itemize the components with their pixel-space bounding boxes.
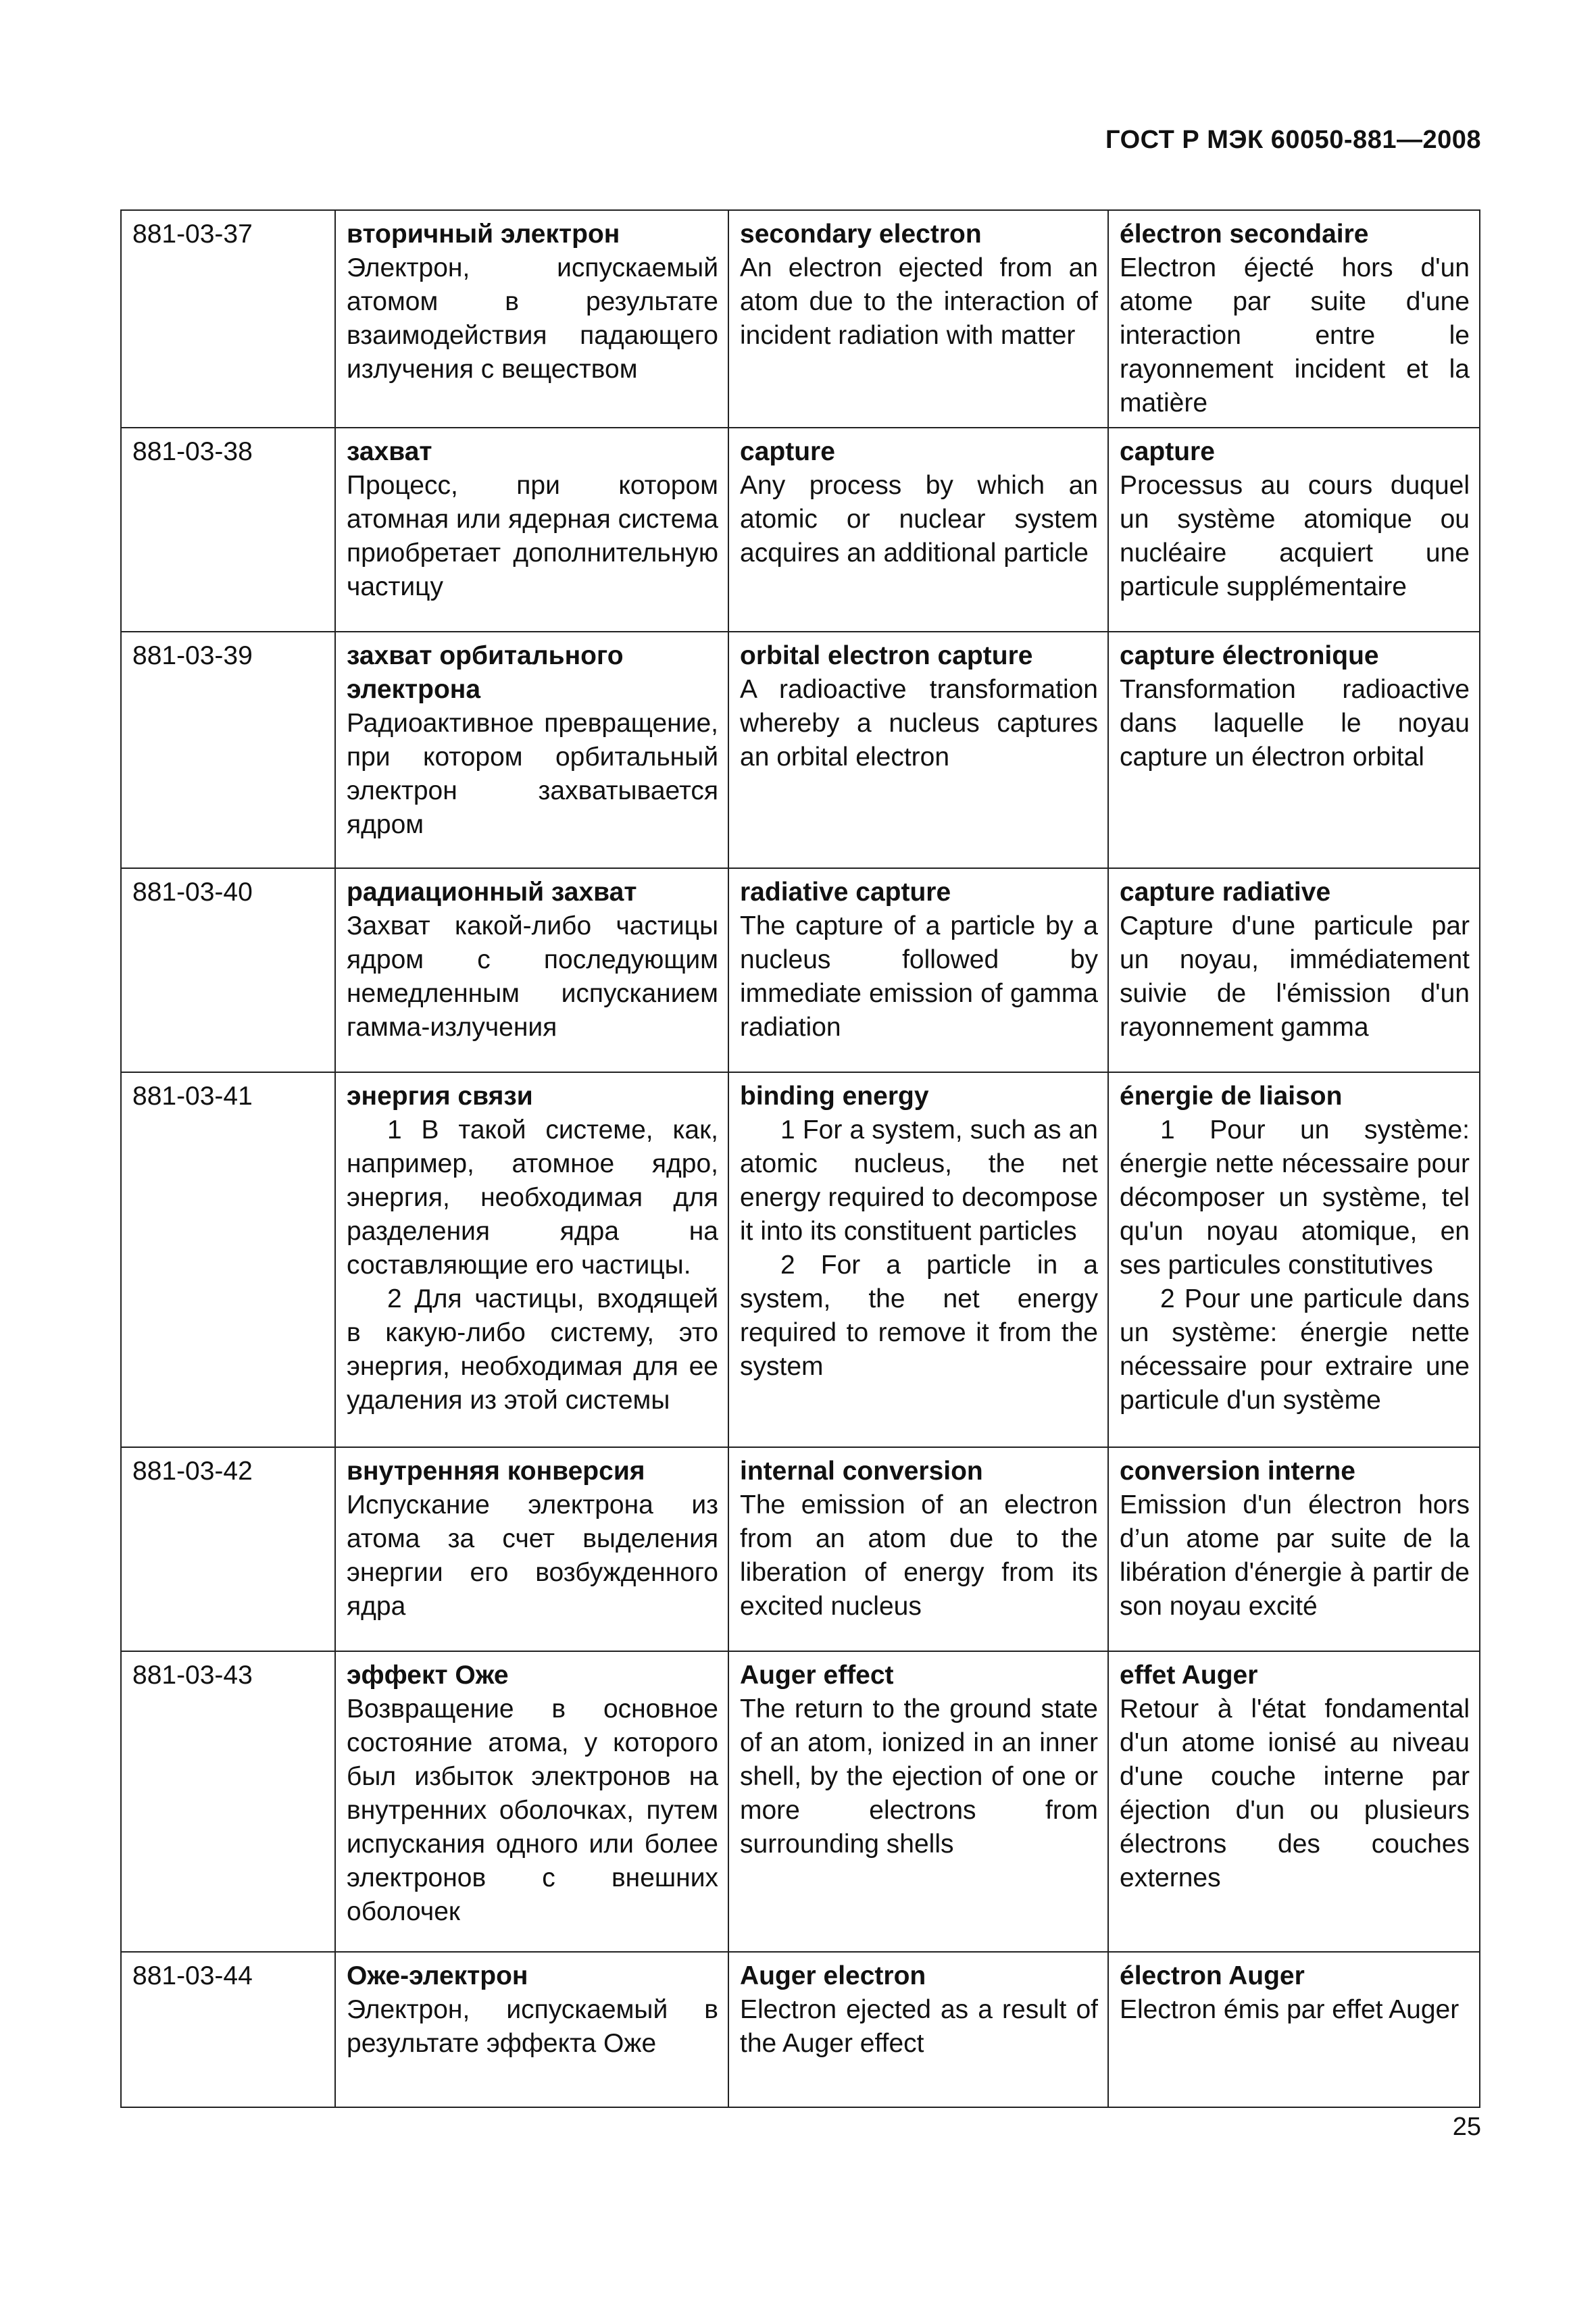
en-term: internal conversion	[740, 1457, 983, 1486]
fr-term: capture radiative	[1120, 878, 1331, 907]
fr-definition: Processus au cours duquel un système atomique ou nucléaire acquiert une particule supplémentaire	[1120, 471, 1470, 601]
en-term: Auger effect	[740, 1661, 894, 1690]
fr-definition: Capture d'une particule par un noyau, immédiatement suivie de l'émission d'un rayonnement gamma	[1120, 911, 1470, 1042]
fr-term: électron secondaire	[1120, 220, 1369, 249]
ru-definition: Радиоактивное превращение, при котором орбитальный электрон захватывается ядром	[347, 709, 718, 839]
fr-note-1: 1 Pour un système: énergie nette nécessaire pour décomposer un système, tel qu'un noyau atomique, en ses particules constitutives	[1120, 1115, 1470, 1280]
ru-definition: Возвращение в основное состояние атома, у которого был избыток электронов на внутренних оболочках, путем испускания одного или более электронов с внешних оболочек	[347, 1694, 718, 1926]
ru-term: радиационный захват	[347, 878, 637, 907]
ru-cell	[335, 210, 728, 428]
ru-term: Оже-электрон	[347, 1961, 528, 1990]
entry-id: 881-03-41	[121, 1072, 335, 1447]
en-term: orbital electron capture	[740, 641, 1033, 670]
en-definition: The emission of an electron from an atom due to the liberation of energy from its excited nucleus	[740, 1490, 1098, 1621]
en-cell	[728, 210, 1108, 428]
fr-cell	[1108, 632, 1480, 868]
standard-designation: ГОСТ Р МЭК 60050-881—2008	[1105, 126, 1481, 154]
entry-id: 881-03-44	[121, 1952, 335, 2107]
table-row	[121, 868, 1480, 1072]
fr-cell	[1108, 1072, 1480, 1447]
en-definition: The return to the ground state of an atom, ionized in an inner shell, by the ejection of one or more electrons from surrounding shells	[740, 1694, 1098, 1859]
fr-cell	[1108, 1447, 1480, 1651]
fr-term: capture électronique	[1120, 641, 1379, 670]
table-row	[121, 428, 1480, 632]
ru-term: эффект Оже	[347, 1661, 509, 1690]
en-cell	[728, 428, 1108, 632]
ru-definition: Электрон, испускаемый атомом в результате взаимодействия падающего излучения с веществом	[347, 253, 718, 384]
en-cell	[728, 1447, 1108, 1651]
entry-id: 881-03-38	[121, 428, 335, 632]
ru-cell	[335, 1651, 728, 1952]
en-definition: A radioactive transformation whereby a nucleus captures an orbital electron	[740, 675, 1098, 772]
fr-definition: Electron éjecté hors d'un atome par suite d'une interaction entre le rayonnement incident et la matière	[1120, 253, 1470, 418]
en-term: binding energy	[740, 1082, 929, 1111]
table-row	[121, 1447, 1480, 1651]
fr-definition: Emission d'un électron hors d’un atome par suite de la libération d'énergie à partir de son noyau excité	[1120, 1490, 1470, 1621]
terminology-table	[120, 209, 1480, 2108]
ru-term: внутренняя конверсия	[347, 1457, 645, 1486]
ru-term: вторичный электрон	[347, 220, 620, 249]
entry-id: 881-03-37	[121, 210, 335, 428]
ru-definition: Процесс, при котором атомная или ядерная система приобретает дополнительную частицу	[347, 471, 718, 601]
ru-term: захват орбитального электрона	[347, 641, 624, 704]
ru-cell	[335, 1072, 728, 1447]
ru-term: захват	[347, 437, 432, 466]
fr-definition: Transformation radioactive dans laquelle le noyau capture un électron orbital	[1120, 675, 1470, 772]
table-row	[121, 1651, 1480, 1952]
ru-cell	[335, 1952, 728, 2107]
entry-id: 881-03-40	[121, 868, 335, 1072]
fr-note-2: 2 Pour une particule dans un système: énergie nette nécessaire pour extraire une particule d'un système	[1120, 1284, 1470, 1415]
ru-definition: Захват какой-либо частицы ядром с последующим немедленным испусканием гамма-излучения	[347, 911, 718, 1042]
fr-term: effet Auger	[1120, 1661, 1258, 1690]
en-note-1: 1 For a system, such as an atomic nucleus, the net energy required to decompose it into its constituent particles	[740, 1115, 1098, 1246]
fr-cell	[1108, 428, 1480, 632]
table-row	[121, 632, 1480, 868]
table-row	[121, 1952, 1480, 2107]
fr-definition: Electron émis par effet Auger	[1120, 1995, 1460, 2024]
ru-note-1: 1 В такой системе, как, например, атомное ядро, энергия, необходимая для разделения ядра на составляющие его частицы.	[347, 1115, 718, 1280]
ru-definition: Электрон, испускаемый в результате эффекта Оже	[347, 1995, 718, 2058]
fr-cell	[1108, 210, 1480, 428]
ru-note-2: 2 Для частицы, входящей в какую-либо систему, это энергия, необходимая для ее удаления из этой системы	[347, 1284, 718, 1415]
en-cell	[728, 1952, 1108, 2107]
en-term: secondary electron	[740, 220, 982, 249]
entry-id: 881-03-43	[121, 1651, 335, 1952]
ru-term: энергия связи	[347, 1082, 533, 1111]
en-term: radiative capture	[740, 878, 951, 907]
entry-id: 881-03-42	[121, 1447, 335, 1651]
en-cell	[728, 1651, 1108, 1952]
entry-id: 881-03-39	[121, 632, 335, 868]
en-definition: Any process by which an atomic or nuclear system acquires an additional particle	[740, 471, 1098, 568]
en-cell	[728, 632, 1108, 868]
en-definition: An electron ejected from an atom due to the interaction of incident radiation with matter	[740, 253, 1098, 350]
fr-cell	[1108, 1651, 1480, 1952]
en-term: capture	[740, 437, 835, 466]
fr-term: énergie de liaison	[1120, 1082, 1343, 1111]
fr-definition: Retour à l'état fondamental d'un atome ionisé au niveau d'une couche interne par éjection d'un ou plusieurs électrons des couches externes	[1120, 1694, 1470, 1892]
fr-term: conversion interne	[1120, 1457, 1355, 1486]
ru-cell	[335, 868, 728, 1072]
ru-definition: Испускание электрона из атома за счет выделения энергии его возбужденного ядра	[347, 1490, 718, 1621]
en-definition: The capture of a particle by a nucleus followed by immediate emission of gamma radiation	[740, 911, 1098, 1042]
ru-cell	[335, 632, 728, 868]
en-cell	[728, 868, 1108, 1072]
en-cell	[728, 1072, 1108, 1447]
table-row	[121, 210, 1480, 428]
fr-cell	[1108, 868, 1480, 1072]
page-number: 25	[1452, 2113, 1481, 2141]
en-term: Auger electron	[740, 1961, 926, 1990]
fr-cell	[1108, 1952, 1480, 2107]
en-note-2: 2 For a particle in a system, the net energy required to remove it from the system	[740, 1251, 1098, 1381]
ru-cell	[335, 1447, 728, 1651]
table-row	[121, 1072, 1480, 1447]
en-definition: Electron ejected as a result of the Auger effect	[740, 1995, 1098, 2058]
fr-term: capture	[1120, 437, 1215, 466]
ru-cell	[335, 428, 728, 632]
fr-term: électron Auger	[1120, 1961, 1305, 1990]
